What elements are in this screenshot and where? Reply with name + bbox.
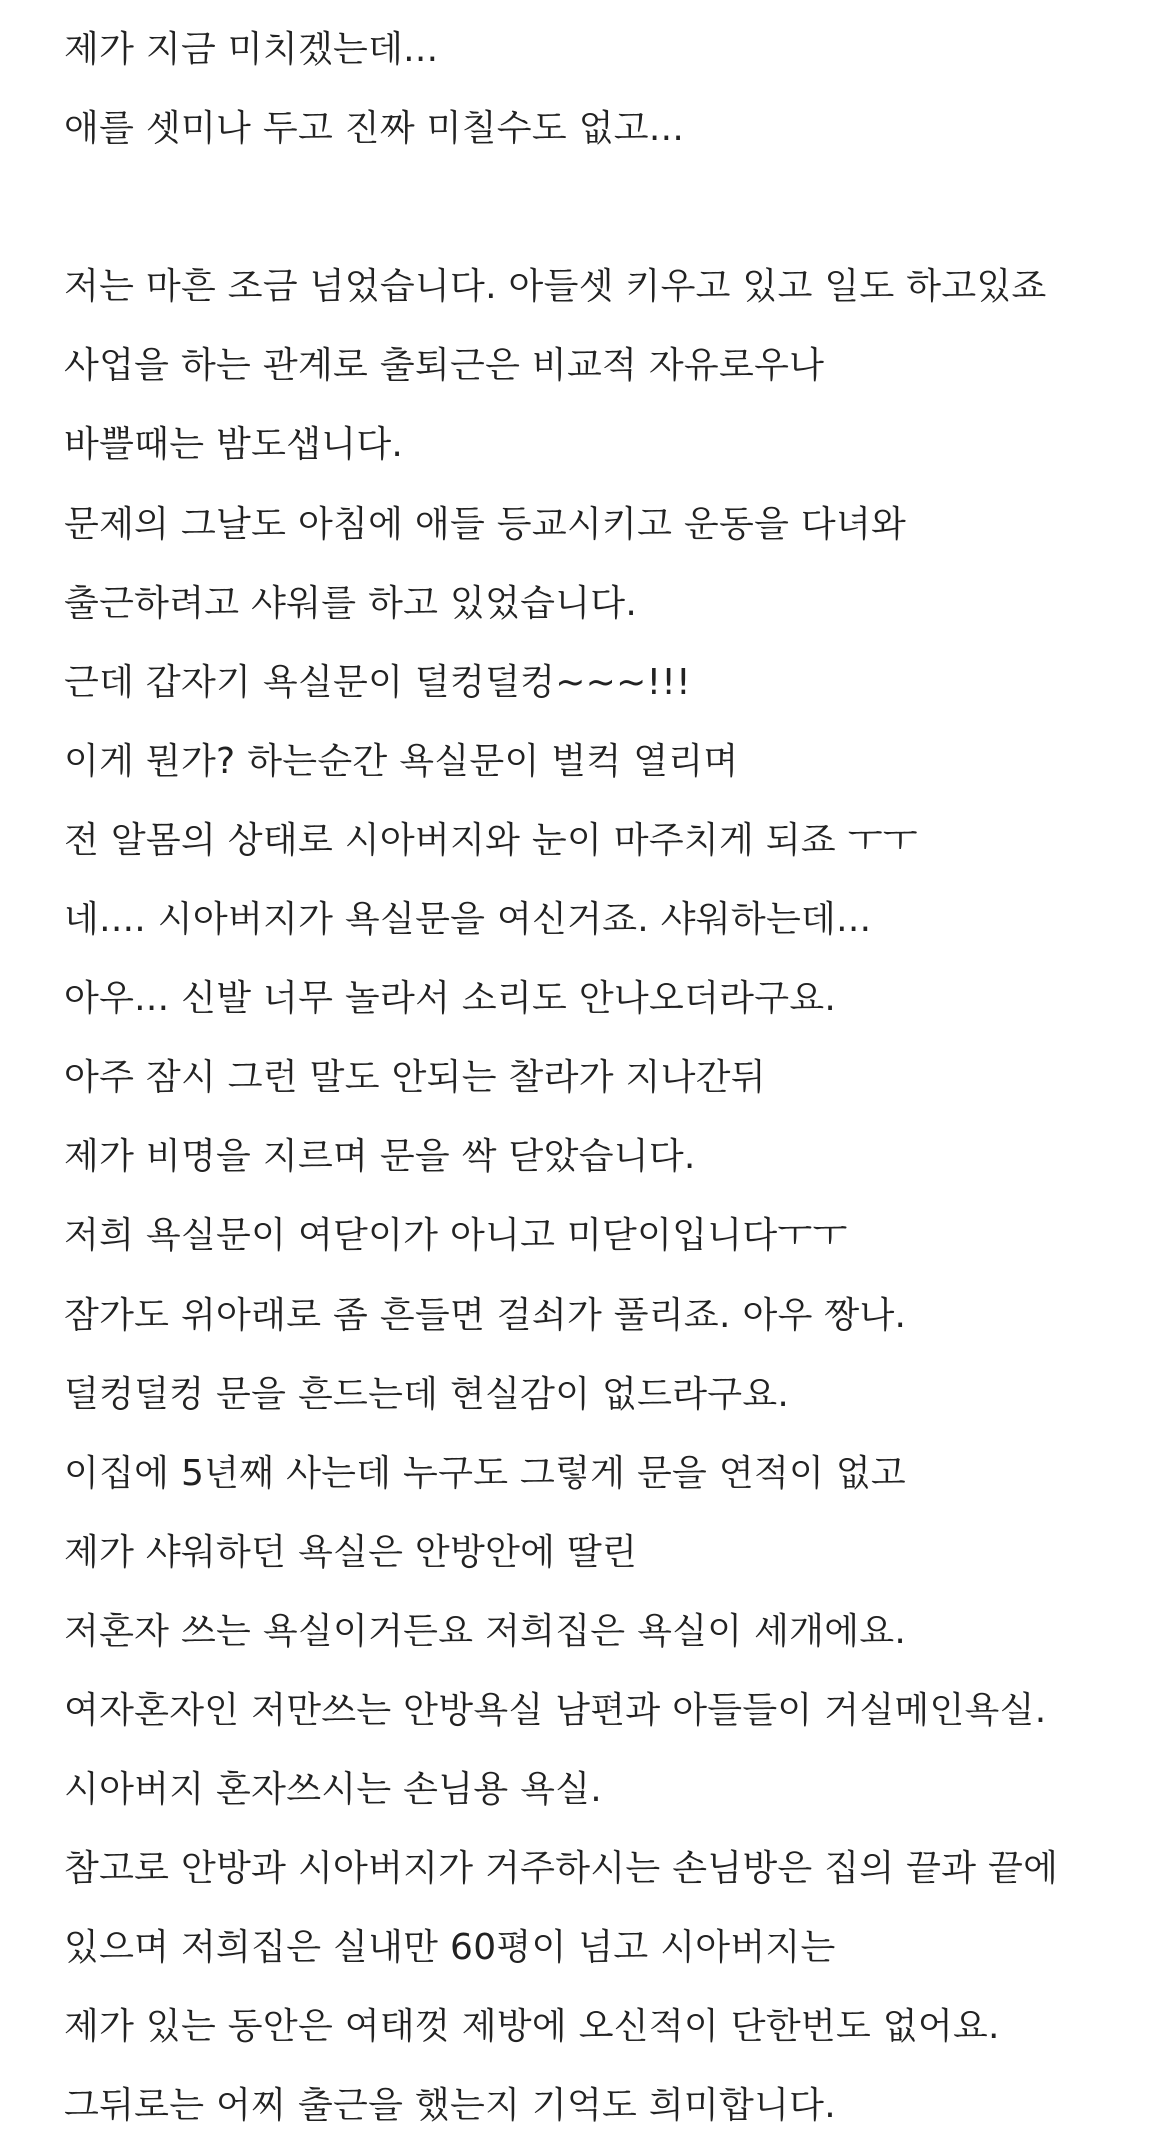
post-body bbox=[64, 10, 1144, 2146]
post-line: 시아버지 혼자쓰시는 손님용 욕실. bbox=[64, 1769, 603, 1811]
post-line: 출근하려고 샤워를 하고 있었습니다. bbox=[64, 582, 638, 624]
post-line: 전 알몸의 상태로 시아버지와 눈이 마주치게 되죠 ㅜㅜ bbox=[64, 819, 918, 861]
post-line: 그뒤로는 어찌 출근을 했는지 기억도 희미합니다. bbox=[64, 2085, 836, 2127]
blank-line bbox=[64, 168, 1144, 247]
post-line: 덜컹덜컹 문을 흔드는데 현실감이 없드라구요. bbox=[64, 1373, 790, 1415]
post-line: 사업을 하는 관계로 출퇴근은 비교적 자유로우나 bbox=[64, 345, 825, 387]
post-line: 이집에 5년째 사는데 누구도 그렇게 문을 연적이 없고 bbox=[64, 1452, 907, 1494]
post-line: 여자혼자인 저만쓰는 안방욕실 남편과 아들들이 거실메인욕실. bbox=[64, 1689, 1047, 1731]
post-line: 저혼자 쓰는 욕실이거든요 저희집은 욕실이 세개에요. bbox=[64, 1610, 907, 1652]
post-line: 잠가도 위아래로 좀 흔들면 걸쇠가 풀리죠. 아우 짱나. bbox=[64, 1294, 907, 1336]
post-line: 문제의 그날도 아침에 애들 등교시키고 운동을 다녀와 bbox=[64, 503, 907, 545]
post-line: 네.... 시아버지가 욕실문을 여신거죠. 샤워하는데... bbox=[64, 899, 872, 941]
post-line: 제가 있는 동안은 여태껏 제방에 오신적이 단한번도 없어요. bbox=[64, 2006, 1000, 2048]
post-line: 제가 지금 미치겠는데... bbox=[64, 29, 439, 70]
post-line: 아우... 신발 너무 놀라서 소리도 안나오더라구요. bbox=[64, 978, 837, 1020]
post-line: 아주 잠시 그런 말도 안되는 찰라가 지나간뒤 bbox=[64, 1057, 766, 1099]
post-line: 이게 뭔가? 하는순간 욕실문이 벌컥 열리며 bbox=[64, 740, 739, 782]
post-line: 바쁠때는 밤도샙니다. bbox=[64, 424, 404, 466]
post-line: 제가 샤워하던 욕실은 안방안에 딸린 bbox=[64, 1531, 638, 1573]
post-line: 근데 갑자기 욕실문이 덜컹덜컹~~~!!! bbox=[64, 661, 691, 703]
post-line: 참고로 안방과 시아버지가 거주하시는 손님방은 집의 끝과 끝에 bbox=[64, 1848, 1059, 1890]
post-line: 저희 욕실문이 여닫이가 아니고 미닫이입니다ㅜㅜ bbox=[64, 1215, 848, 1257]
post-line: 있으며 저희집은 실내만 60평이 넘고 시아버지는 bbox=[64, 1927, 836, 1969]
post-line: 애를 셋미나 두고 진짜 미칠수도 없고... bbox=[64, 108, 685, 150]
post-line: 제가 비명을 지르며 문을 싹 닫았습니다. bbox=[64, 1136, 696, 1178]
post-line: 저는 마흔 조금 넘었습니다. 아들셋 키우고 있고 일도 하고있죠 bbox=[64, 266, 1047, 308]
